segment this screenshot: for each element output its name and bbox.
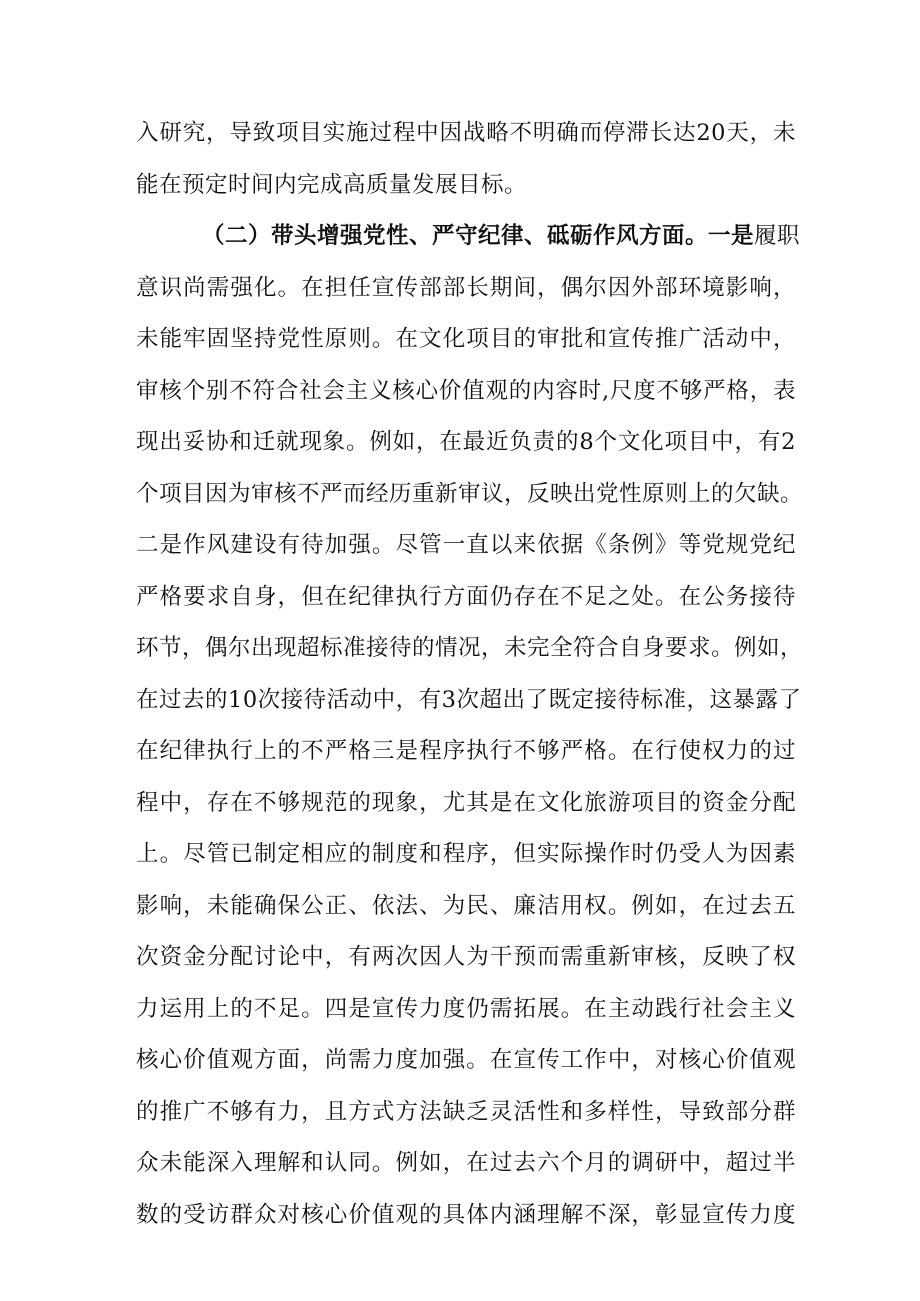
text-line: 未能牢固坚持党性原则。在文化项目的审批和宣传推广活动中， (136, 326, 796, 352)
document-body (136, 108, 804, 1241)
text-line: 入研究，导致项目实施过程中因战略不明确而停滞长达20天，未 (136, 120, 796, 146)
text-line: 影响，未能确保公正、依法、为民、廉洁用权。例如，在过去五 (136, 892, 796, 919)
text-line: 程中，存在不够规范的现象，尤其是在文化旅游项目的资金分配 (136, 789, 796, 816)
text-fragment: 履职 (754, 223, 801, 249)
text-line: 环节，偶尔出现超标准接待的情况，未完全符合自身要求。例如， (136, 635, 804, 661)
section-heading-line (136, 211, 801, 263)
text-line: 在过去的10次接待活动中，有3次超出了既定接待标准，这暴露了 (136, 686, 802, 713)
text-line: 在纪律执行上的不严格三是程序执行不够严格。在行使权力的过 (136, 738, 796, 764)
text-line: 核心价值观方面，尚需力度加强。在宣传工作中，对核心价值观 (136, 1047, 796, 1073)
item-marker: 一是 (708, 223, 755, 249)
text-line: 的推广不够有力，且方式方法缺乏灵活性和多样性，导致部分群 (136, 1098, 796, 1125)
text-line: 力运用上的不足。四是宣传力度仍需拓展。在主动践行社会主义 (136, 995, 796, 1022)
text-line: 能在预定时间内完成高质量发展目标。 (136, 171, 528, 198)
text-line: 数的受访群众对核心价值观的具体内涵理解不深，彰显宣传力度 (136, 1201, 796, 1228)
section-heading: （二）带头增强党性、严守纪律、砥砺作风方面。 (202, 223, 709, 249)
text-line: 二是作风建设有待加强。尽管一直以来依据《条例》等党规党纪 (136, 532, 796, 558)
text-line: 审核个别不符合社会主义核心价值观的内容时,尺度不够严格，表 (136, 377, 796, 404)
text-line: 现出妥协和迁就现象。例如，在最近负责的8个文化项目中，有2 (136, 429, 796, 455)
text-line: 意识尚需强化。在担任宣传部部长期间，偶尔因外部环境影响， (136, 274, 796, 301)
text-line: 上。尽管已制定相应的制度和程序，但实际操作时仍受人为因素 (136, 841, 796, 867)
text-line: 次资金分配讨论中，有两次因人为干预而需重新审核，反映了权 (136, 944, 796, 970)
text-line: 众未能深入理解和认同。例如，在过去六个月的调研中，超过半 (136, 1150, 796, 1176)
text-line: 个项目因为审核不严而经历重新审议，反映出党性原则上的欠缺。 (136, 480, 804, 507)
text-line: 严格要求自身，但在纪律执行方面仍存在不足之处。在公务接待 (136, 583, 796, 610)
